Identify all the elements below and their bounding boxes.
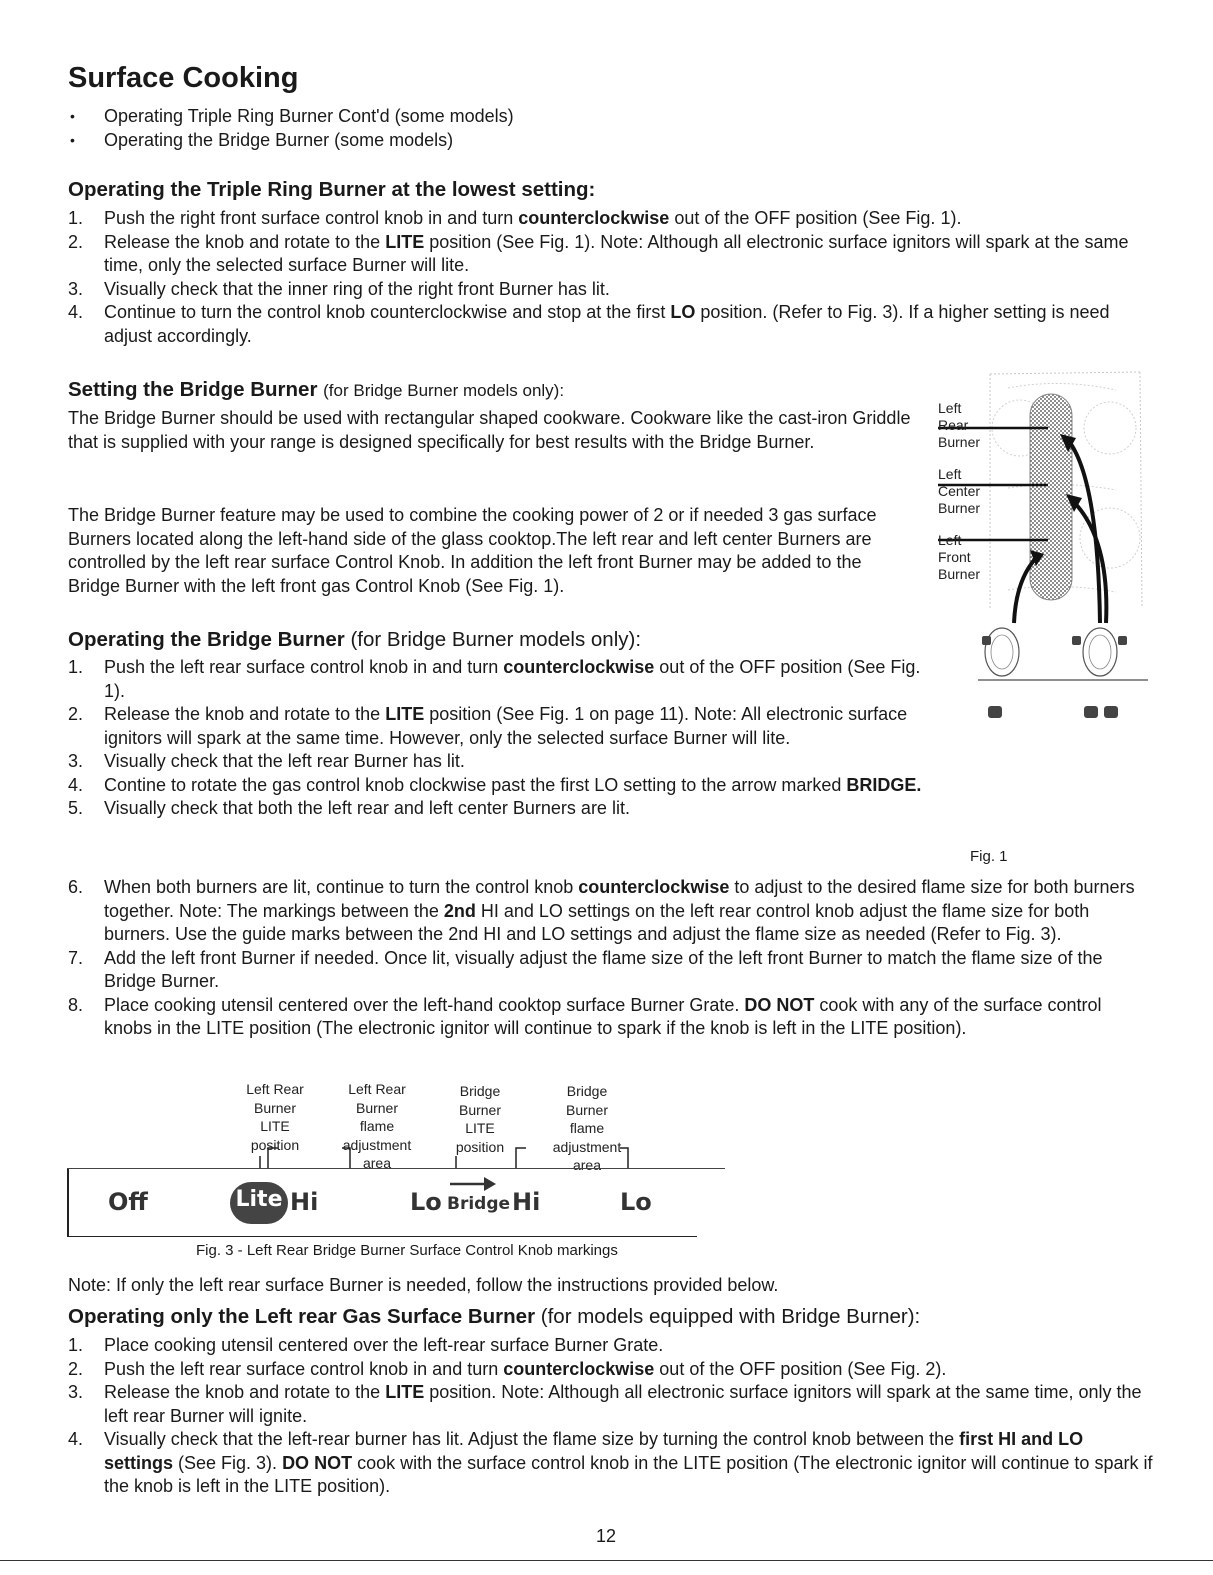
label-left-front-burner: Left Front Burner	[938, 532, 981, 582]
topic-item: • Operating the Bridge Burner (some models)	[68, 128, 514, 152]
step-item: 8. Place cooking utensil centered over the left-hand cooktop surface Burner Grate. DO NOT cook with any of the surface control knobs in the LITE position (The electronic ignitor will continue to spark if the knob is left in the LITE position).	[68, 994, 1102, 1038]
knob-hi-marking-1: Hi	[290, 1188, 319, 1216]
step-item: 4. Visually check that the left-rear burner has lit. Adjust the flame size by turning the control knob between the first HI and LO settings (See Fig. 3). DO NOT cook with the surface control knob in the LITE position (The electronic ignitor will continue to spark if the knob is left in the LITE position).	[68, 1429, 1153, 1496]
topic-item: • Operating Triple Ring Burner Cont'd (some models)	[68, 104, 514, 128]
page-number: 12	[596, 1526, 617, 1546]
knob-lo-marking-1: Lo	[410, 1188, 442, 1216]
bridge-arrow-icon	[448, 1172, 500, 1192]
section-heading-left-rear-only: Operating only the Left rear Gas Surface Burner (for models equipped with Bridge Burner):	[68, 1305, 921, 1328]
label-left-center-burner: Left Center Burner	[938, 466, 981, 516]
step-item: 4. Continue to turn the control knob counterclockwise and stop at the first LO position. (Refer to Fig. 3). If a higher setting is need adjust accordingly.	[68, 302, 1110, 346]
left-rear-steps	[68, 1334, 1153, 1499]
step-item: 1. Push the left rear surface control knob in and turn counterclockwise out of the OFF position (See Fig. 1).	[68, 657, 921, 701]
note-paragraph: Note: If only the left rear surface Burner is needed, follow the instructions provided below.	[68, 1275, 779, 1295]
step-item: 7. Add the left front Burner if needed. Once lit, visually adjust the flame size of the left front Burner to match the flame size of the Bridge Burner.	[68, 947, 1103, 991]
fig1-caption: Fig. 1	[970, 848, 1008, 865]
bridge-steps-a	[68, 656, 928, 821]
step-item: 2. Release the knob and rotate to the LITE position (See Fig. 1 on page 11). Note: All electronic surface ignitors will spark at the same time. However, only the selected surface Burner will lite.	[68, 704, 908, 748]
label-left-rear-burner: Left Rear Burner	[938, 400, 981, 450]
step-item: 3. Visually check that the inner ring of the right front Burner has lit.	[68, 278, 610, 299]
step-item: 4. Contine to rotate the gas control knob clockwise past the first LO setting to the arrow marked BRIDGE.	[68, 774, 922, 795]
triple-ring-steps	[68, 207, 1148, 348]
footer-rule	[0, 1560, 1213, 1561]
step-item: 1. Place cooking utensil centered over the left-rear surface Burner Grate.	[68, 1335, 664, 1355]
bridge-burner-zone-shape	[1030, 394, 1072, 600]
step-item: 5. Visually check that both the left rear and left center Burners are lit.	[68, 798, 630, 818]
knob-lo-marking-2: Lo	[620, 1188, 652, 1216]
knob-hi-marking-2: Hi	[512, 1188, 541, 1216]
fig3-caption: Fig. 3 - Left Rear Bridge Burner Surface Control Knob markings	[196, 1242, 618, 1259]
bridge-intro-paragraph: The Bridge Burner should be used with rectangular shaped cookware. Cookware like the cast-iron Griddle that is supplied with your range is designed specifically for best results with the Bridge Burner.	[68, 408, 911, 452]
section-heading-setting-bridge: Setting the Bridge Burner (for Bridge Burner models only):	[68, 378, 565, 401]
label-left-rear-adjust: Left Rear Burner flame adjustment area	[342, 1081, 412, 1171]
bridge-steps-b	[68, 876, 1153, 1041]
step-item: 1. Push the right front surface control knob in and turn counterclockwise out of the OFF position (See Fig. 1).	[68, 208, 962, 228]
fig3-knob-strip	[67, 1168, 697, 1237]
section-heading-triple-ring: Operating the Triple Ring Burner at the lowest setting:	[68, 178, 596, 201]
label-bridge-adjust: Bridge Burner flame adjustment area	[552, 1083, 622, 1173]
lite-badge: Lite	[230, 1182, 288, 1224]
step-item: 2. Push the left rear surface control knob in and turn counterclockwise out of the OFF position (See Fig. 2).	[68, 1358, 947, 1379]
topic-list	[68, 104, 514, 152]
step-item: 6. When both burners are lit, continue to turn the control knob counterclockwise to adjust to the desired flame size for both burners together. Note: The markings between the 2nd HI and LO settings on the left rear control knob adjust the flame size for both burners. Use the guide marks between the 2nd HI and LO settings and adjust the flame size as needed (Refer to Fig. 3).	[68, 877, 1135, 944]
knob-bridge-marking: Bridge	[447, 1194, 511, 1214]
step-item: 3. Release the knob and rotate to the LITE position. Note: Although all electronic surface ignitors will spark at the same time, only the left rear Burner will ignite.	[68, 1382, 1142, 1426]
fig1-cooktop-diagram	[930, 368, 1148, 738]
label-bridge-lite: Bridge Burner LITE position	[455, 1083, 505, 1155]
step-item: 3. Visually check that the left rear Burner has lit.	[68, 751, 465, 771]
knob-off-marking: Off	[108, 1188, 148, 1216]
label-left-rear-lite: Left Rear Burner LITE position	[246, 1081, 304, 1153]
bridge-feature-paragraph: The Bridge Burner feature may be used to combine the cooking power of 2 or if needed 3 gas surface Burners located along the left-hand side of the glass cooktop.The left rear and left center Burners are controlled by the left rear surface Control Knob. In addition the left front Burner may be added to the Bridge Burner with the left front gas Control Knob (See Fig. 1).	[68, 505, 877, 596]
step-item: 2. Release the knob and rotate to the LITE position (See Fig. 1). Note: Although all electronic surface ignitors will spark at the same time, only the selected surface Burner will lite.	[68, 231, 1129, 275]
page-title: Surface Cooking	[68, 62, 299, 94]
section-heading-operating-bridge: Operating the Bridge Burner (for Bridge Burner models only):	[68, 628, 642, 651]
